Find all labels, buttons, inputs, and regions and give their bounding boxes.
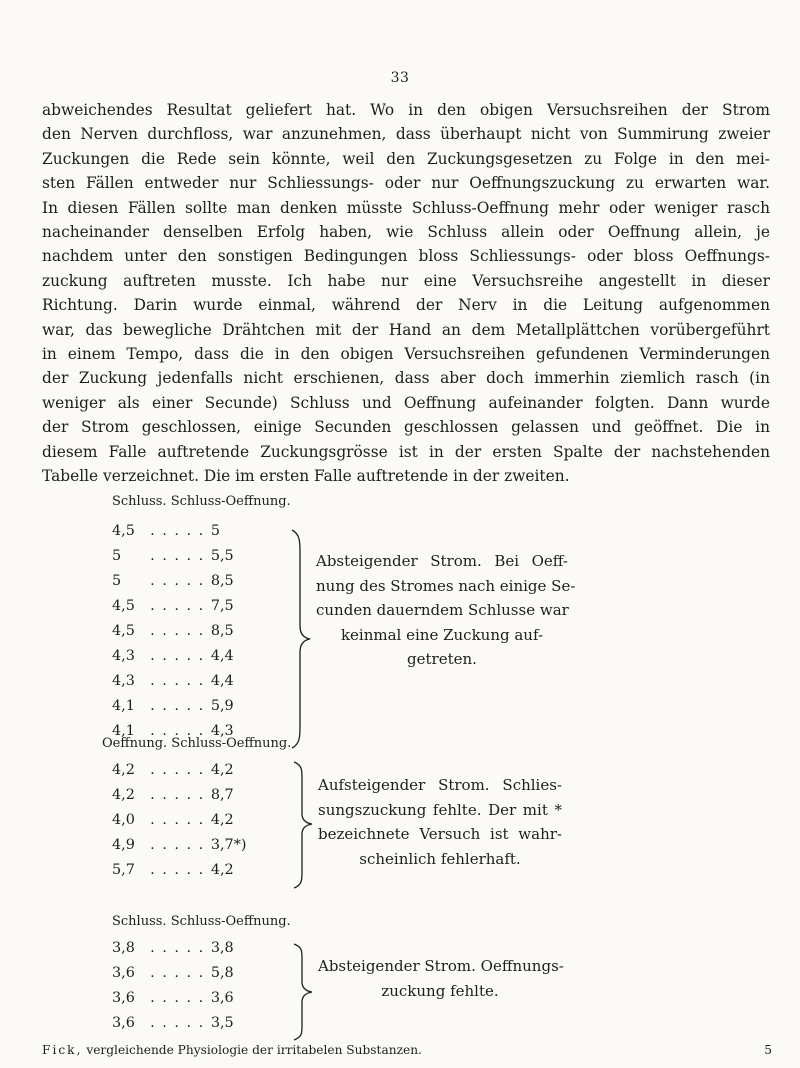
- table-row: [112, 961, 234, 986]
- table-rows: [112, 519, 234, 744]
- table-row: [112, 833, 247, 858]
- table-cell-second: 4,4: [210, 648, 234, 664]
- dot-leader: . . . . .: [144, 812, 211, 828]
- table-cell-first: 4,5: [112, 523, 135, 539]
- curly-brace: [292, 942, 314, 1042]
- paragraph-line: Zuckungen die Rede sein könnte, weil den Zuckungsgesetzen zu Folge in den mei-: [42, 149, 770, 168]
- table-cell-second: 5: [210, 523, 220, 539]
- table-cell-first: 4,2: [112, 762, 135, 778]
- note-line: Absteigender Strom. Oeffnungs-: [318, 957, 564, 975]
- table-cell-second: 4,2: [210, 812, 234, 828]
- table-row: [112, 986, 234, 1011]
- curly-brace: [290, 528, 312, 750]
- table-row: [112, 758, 247, 783]
- dot-leader: . . . . .: [144, 762, 211, 778]
- table-cell-second: 8,5: [210, 623, 234, 639]
- paragraph-line: weniger als einer Secunde) Schluss und Oeffnung aufeinander folgten. Dann wurde: [42, 393, 770, 412]
- table-cell-first: 4,5: [112, 623, 135, 639]
- table-row: [112, 594, 234, 619]
- table-cell-second: 4,4: [210, 673, 234, 689]
- table-header: Schluss. Schluss-Oeffnung.: [112, 494, 291, 509]
- table-cell-second: 5,5: [210, 548, 234, 564]
- note-line: Absteigender Strom. Bei Oeff-: [316, 552, 568, 570]
- note-line: Aufsteigender Strom. Schlies-: [318, 776, 562, 794]
- note-line: zuckung fehlte.: [381, 981, 499, 1000]
- paragraph-line: der Strom geschlossen, einige Secunden geschlossen gelassen und geöffnet. Die in: [42, 418, 770, 437]
- paragraph-line: in einem Tempo, dass die in den obigen Versuchsreihen gefundenen Verminderungen: [42, 345, 770, 364]
- dot-leader: . . . . .: [144, 698, 211, 714]
- note-line: scheinlich fehlerhaft.: [359, 849, 521, 868]
- table-cell-second: 7,5: [210, 598, 234, 614]
- table-row: [112, 783, 247, 808]
- paragraph-line: Richtung. Darin wurde einmal, während der Nerv in die Leitung aufgenommen: [42, 296, 770, 315]
- page-footer: [42, 1043, 772, 1057]
- table-cell-first: 5: [112, 548, 122, 564]
- paragraph-line: nachdem unter den sonstigen Bedingungen bloss Schliessungs- oder bloss Oeffnungs-: [42, 247, 770, 266]
- dot-leader: . . . . .: [144, 862, 211, 878]
- dot-leader: . . . . .: [144, 965, 211, 981]
- table-cell-first: 5: [112, 573, 122, 589]
- note-line: cunden dauerndem Schlusse war: [316, 601, 569, 619]
- table-cell-second: 4,2: [210, 762, 234, 778]
- paragraph-line: war, das bewegliche Drähtchen mit der Hand an dem Metallplättchen vorübergeführt: [42, 320, 770, 339]
- table-cell-first: 4,0: [112, 812, 135, 828]
- footer-author: Fick,: [42, 1043, 83, 1057]
- table-row: [112, 808, 247, 833]
- table-row: [112, 694, 234, 719]
- table-cell-second: 8,5: [210, 573, 234, 589]
- dot-leader: . . . . .: [144, 573, 211, 589]
- footer-signature: 5: [764, 1043, 772, 1057]
- note-line: bezeichnete Versuch ist wahr-: [318, 825, 562, 843]
- table-cell-first: 4,1: [112, 698, 135, 714]
- table-row: [112, 544, 234, 569]
- note-line: keinmal eine Zuckung auf-: [340, 625, 544, 644]
- paragraph-line: diesem Falle auftretende Zuckungsgrösse ist in der ersten Spalte der nachstehenden: [42, 442, 770, 461]
- table-cell-first: 3,6: [112, 990, 135, 1006]
- table-cell-first: 3,6: [112, 965, 135, 981]
- dot-leader: . . . . .: [144, 990, 211, 1006]
- table-block-2: [102, 736, 772, 878]
- curly-brace: [292, 760, 314, 890]
- paragraph-line: sten Fällen entweder nur Schliessungs- oder nur Oeffnungszuckung zu erwarten war.: [42, 174, 770, 193]
- table-rows: [112, 936, 234, 1036]
- note-line: getreten.: [407, 650, 477, 668]
- table-header: Oeffnung. Schluss-Oeffnung.: [102, 736, 292, 751]
- body-paragraph: [42, 98, 770, 489]
- table-cell-second: 5,9: [210, 698, 234, 714]
- table-block-1: [112, 494, 772, 744]
- table-cell-second: 3,6: [210, 990, 234, 1006]
- table-cell-first: 3,6: [112, 1015, 135, 1031]
- table-cell-second: 3,8: [210, 940, 234, 956]
- paragraph-line: In diesen Fällen sollte man denken müsste Schluss-Oeffnung mehr oder weniger rasch: [42, 198, 770, 217]
- table-header: Schluss. Schluss-Oeffnung.: [112, 914, 291, 929]
- table-rows: [112, 758, 247, 883]
- table-row: [112, 858, 247, 883]
- footer-title: vergleichende Physiologie der irritabelen Substanzen.: [86, 1043, 422, 1057]
- table-cell-second: 3,7*): [210, 837, 247, 853]
- paragraph-line: Tabelle verzeichnet. Die im ersten Falle auftretende in der zweiten.: [42, 467, 570, 486]
- page-number: 33: [390, 70, 410, 86]
- table-cell-first: 4,9: [112, 837, 135, 853]
- table-cell-first: 4,1: [112, 723, 135, 739]
- table-note: [318, 954, 562, 1003]
- paragraph-line: nacheinander denselben Erfolg haben, wie Schluss allein oder Oeffnung allein, je: [42, 223, 770, 242]
- dot-leader: . . . . .: [144, 523, 211, 539]
- table-cell-first: 3,8: [112, 940, 135, 956]
- dot-leader: . . . . .: [144, 598, 211, 614]
- paragraph-line: der Zuckung jedenfalls nicht erschienen, dass aber doch immerhin ziemlich rasch (in: [42, 369, 770, 388]
- footer-citation: [42, 1043, 422, 1057]
- note-line: sungszuckung fehlte. Der mit *: [318, 800, 562, 819]
- dot-leader: . . . . .: [144, 623, 211, 639]
- table-cell-second: 3,5: [210, 1015, 234, 1031]
- dot-leader: . . . . .: [144, 787, 211, 803]
- table-cell-second: 5,8: [210, 965, 234, 981]
- table-cell-second: 4,2: [210, 862, 234, 878]
- dot-leader: . . . . .: [144, 673, 211, 689]
- note-line: nung des Stromes nach einige Se-: [316, 576, 576, 595]
- dot-leader: . . . . .: [144, 548, 211, 564]
- paragraph-line: den Nerven durchfloss, war anzunehmen, dass überhaupt nicht von Summirung zweier: [42, 125, 770, 144]
- table-cell-first: 4,3: [112, 648, 135, 664]
- dot-leader: . . . . .: [144, 940, 211, 956]
- table-row: [112, 569, 234, 594]
- table-cell-first: 4,5: [112, 598, 135, 614]
- table-row: [112, 519, 234, 544]
- table-cell-first: 4,3: [112, 673, 135, 689]
- paragraph-line: zuckung auftreten musste. Ich habe nur eine Versuchsreihe angestellt in dieser: [42, 271, 770, 290]
- table-row: [112, 1011, 234, 1036]
- table-row: [112, 936, 234, 961]
- paragraph-line: abweichendes Resultat geliefert hat. Wo in den obigen Versuchsreihen der Strom: [42, 101, 770, 119]
- table-cell-second: 8,7: [210, 787, 234, 803]
- dot-leader: . . . . .: [144, 1015, 211, 1031]
- table-note: [316, 549, 576, 672]
- table-cell-second: 4,3: [210, 723, 234, 739]
- dot-leader: . . . . .: [144, 723, 211, 739]
- table-block-3: [112, 914, 772, 1034]
- table-note: [318, 773, 562, 871]
- table-row: [112, 644, 234, 669]
- table-row: [112, 619, 234, 644]
- dot-leader: . . . . .: [144, 837, 211, 853]
- table-cell-first: 4,2: [112, 787, 135, 803]
- dot-leader: . . . . .: [144, 648, 211, 664]
- table-cell-first: 5,7: [112, 862, 135, 878]
- table-row: [112, 669, 234, 694]
